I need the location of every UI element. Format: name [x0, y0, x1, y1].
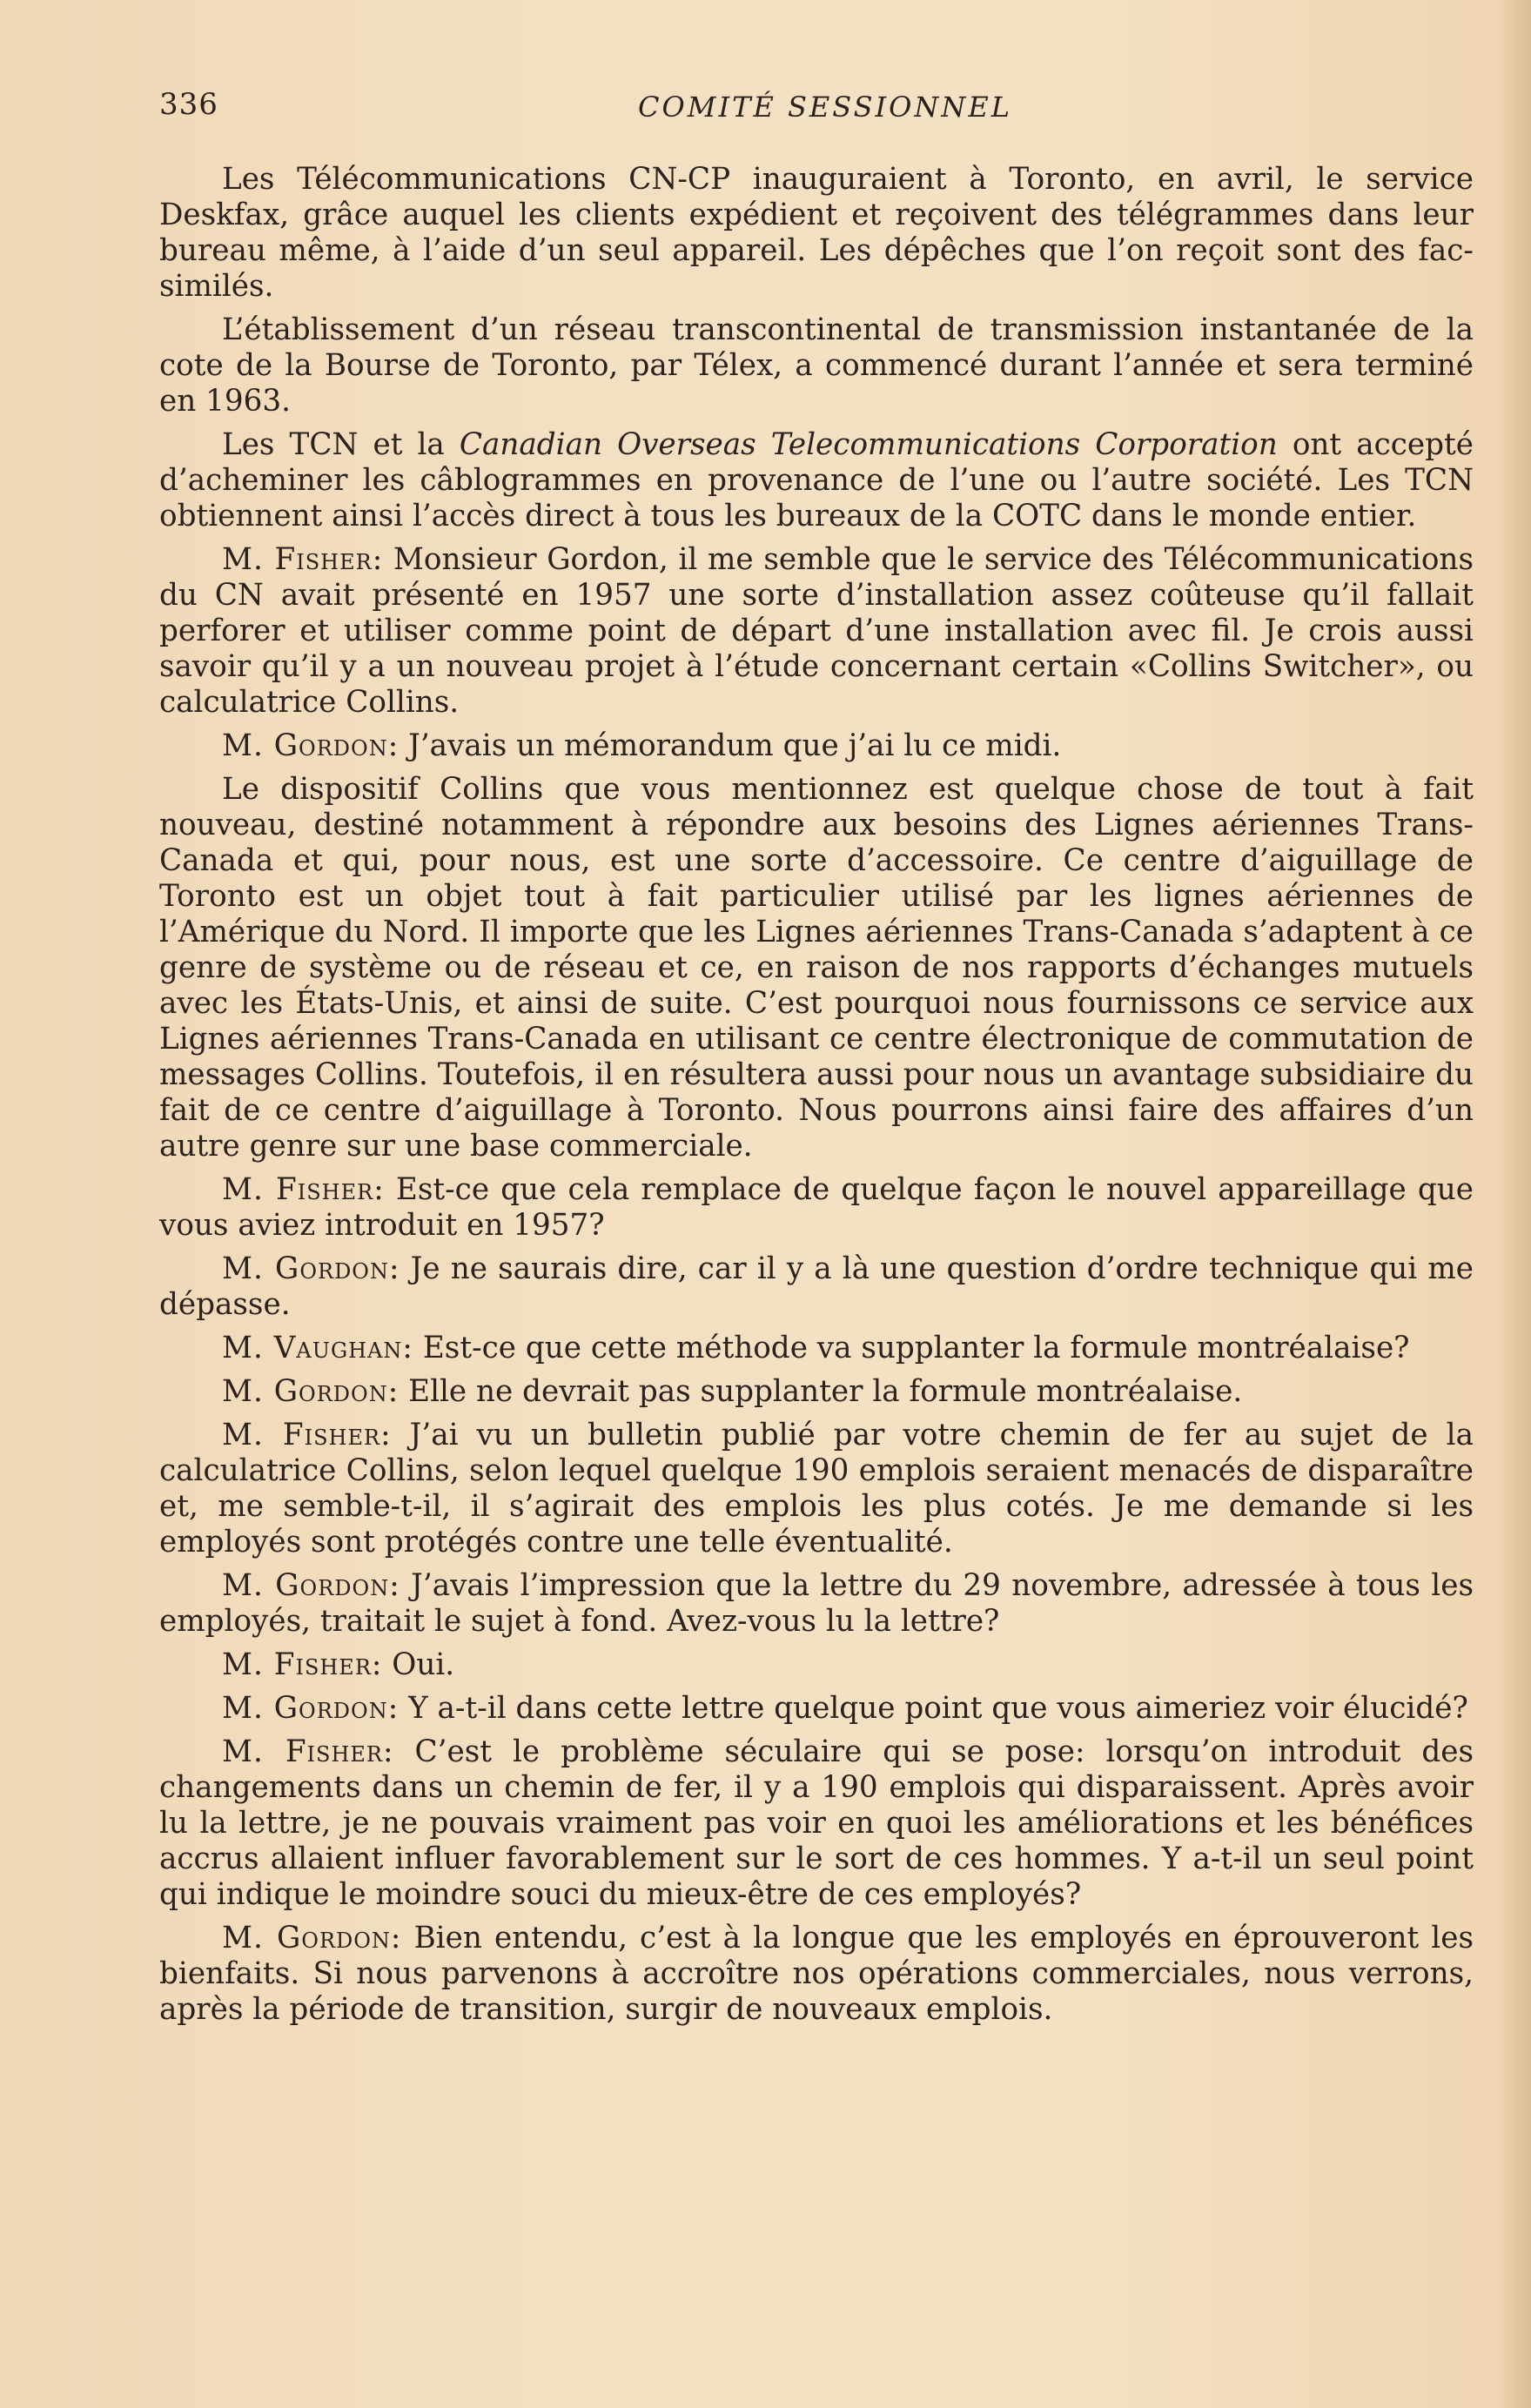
running-title: COMITÉ SESSIONNEL — [637, 91, 1013, 124]
speaker-name: M. Vaughan: — [222, 1331, 413, 1365]
italic-organization-name: Canadian Overseas Telecommunications Corporation — [459, 427, 1278, 462]
speaker-name: M. Gordon: — [222, 1568, 400, 1603]
speech-text: Elle ne devrait pas supplanter la formule montréalaise. — [408, 1374, 1243, 1409]
speaker-name: M. Fisher: — [222, 542, 384, 577]
paragraph-text: Les TCN et la — [222, 427, 460, 462]
speaker-name: M. Fisher: — [222, 1172, 385, 1207]
speech-paragraph — [159, 1418, 1474, 1560]
page-edge-shadow — [1496, 0, 1531, 2408]
speech-text: Oui. — [392, 1647, 455, 1682]
speaker-name: M. Fisher: — [222, 1647, 383, 1682]
speech-paragraph — [159, 1374, 1474, 1410]
paragraph — [159, 427, 1474, 534]
paragraph-text: Les Télécommunications CN-CP inauguraient à Toronto, en avril, le service Deskfax, grâce auquel les clients expédient et reçoivent des télégrammes dans leur bureau même, à l’aide d’un seul appareil. Les dépêches que l’on reçoit sont des fac-similés. — [159, 162, 1474, 304]
paragraph-text: Le dispositif Collins que vous mentionnez est quelque chose de tout à fait nouveau, destiné notamment à répondre aux besoins des Lignes aériennes Trans-Canada et qui, pour nous, est une sorte d’accessoire. Ce centre d’aiguillage de Toronto est un objet tout à fait particulier utilisé par les lignes aériennes de l’Amérique du Nord. Il importe que les Lignes aériennes Trans-Canada s’adaptent à ce genre de système ou de réseau et ce, en raison de nos rapports d’échanges mutuels avec les États-Unis, et ainsi de suite. C’est pourquoi nous fournissons ce service aux Lignes aériennes Trans-Canada en utilisant ce centre électronique de commutation de messages Collins. Toutefois, il en résultera aussi pour nous un avantage subsidiaire du fait de ce centre d’aiguillage à Toronto. Nous pourrons ainsi faire des affaires d’un autre genre sur une base commerciale. — [159, 772, 1474, 1164]
paragraph-text: ont accepté d’acheminer les câblogrammes en provenance de l’une ou l’autre société. Les TCN obtiennent ainsi l’accès direct à tous les bureaux de la COTC dans le monde entier. — [159, 427, 1474, 533]
page-header — [159, 87, 1491, 139]
speaker-name: M. Gordon: — [222, 1921, 402, 1955]
speech-text: Je ne saurais dire, car il y a là une question d’ordre technique qui me dépasse. — [159, 1251, 1474, 1322]
speech-text: Est-ce que cela remplace de quelque façon le nouvel appareillage que vous aviez introduit en 1957? — [159, 1172, 1474, 1243]
speech-paragraph — [159, 1568, 1474, 1640]
paragraph — [159, 162, 1474, 305]
speech-text: Bien entendu, c’est à la longue que les employés en éprouveront les bienfaits. Si nous parvenons à accroître nos opérations commerciales, nous verrons, après la période de transition, surgir de nouveaux emplois. — [159, 1921, 1474, 2027]
speech-paragraph — [159, 728, 1474, 764]
body-text — [159, 162, 1474, 2036]
speech-paragraph — [159, 1734, 1474, 1913]
speech-text: Est-ce que cette méthode va supplanter la formule montréalaise? — [422, 1331, 1410, 1365]
speaker-name: M. Gordon: — [222, 728, 400, 763]
paragraph-text: L’établissement d’un réseau transcontinental de transmission instantanée de la cote de la Bourse de Toronto, par Télex, a commencé durant l’année et sera terminé en 1963. — [159, 312, 1474, 419]
speech-paragraph — [159, 1647, 1474, 1683]
speech-paragraph — [159, 1691, 1474, 1727]
speech-text: J’avais l’impression que la lettre du 29 novembre, adressée à tous les employés, traitait le sujet à fond. Avez-vous lu la lettre? — [159, 1568, 1474, 1639]
speech-text: J’ai vu un bulletin publié par votre chemin de fer au sujet de la calculatrice Collins, selon lequel quelque 190 emplois seraient menacés de disparaître et, me semble-t-il, il s’agirait des emplois les plus cotés. Je me demande si les employés sont protégés contre une telle éventualité. — [159, 1418, 1474, 1559]
speech-text: Monsieur Gordon, il me semble que le service des Télécommunications du CN avait présenté en 1957 une sorte d’installation assez coûteuse qu’il fallait perforer et utiliser comme point de départ d’une installation avec fil. Je crois aussi savoir qu’il y a un nouveau projet à l’étude concernant certain «Collins Switcher», ou calculatrice Collins. — [159, 542, 1474, 720]
speech-paragraph — [159, 1921, 1474, 2028]
speech-text: Y a-t-il dans cette lettre quelque point que vous aimeriez voir élucidé? — [408, 1691, 1468, 1726]
speaker-name: M. Fisher: — [222, 1418, 392, 1452]
speech-paragraph — [159, 1172, 1474, 1244]
paragraph — [159, 312, 1474, 419]
speech-paragraph — [159, 1251, 1474, 1323]
speaker-name: M. Gordon: — [222, 1251, 400, 1286]
speaker-name: M. Gordon: — [222, 1374, 400, 1409]
speech-paragraph — [159, 542, 1474, 721]
speech-text: C’est le problème séculaire qui se pose: lorsqu’on introduit des changements dans un chemin de fer, il y a 190 emplois qui disparaissent. Après avoir lu la lettre, je ne pouvais vraiment pas voir en quoi les améliorations et les bénéfices accrus allaient influer favorablement sur le sort de ces hommes. Y a-t-il un seul point qui indique le moindre souci du mieux-être de ces employés? — [159, 1734, 1474, 1912]
paragraph — [159, 772, 1474, 1164]
speaker-name: M. Gordon: — [222, 1691, 400, 1726]
speech-text: J’avais un mémorandum que j’ai lu ce midi. — [408, 728, 1062, 763]
speaker-name: M. Fisher: — [222, 1734, 394, 1769]
speech-paragraph — [159, 1331, 1474, 1366]
page-number: 336 — [159, 87, 218, 122]
